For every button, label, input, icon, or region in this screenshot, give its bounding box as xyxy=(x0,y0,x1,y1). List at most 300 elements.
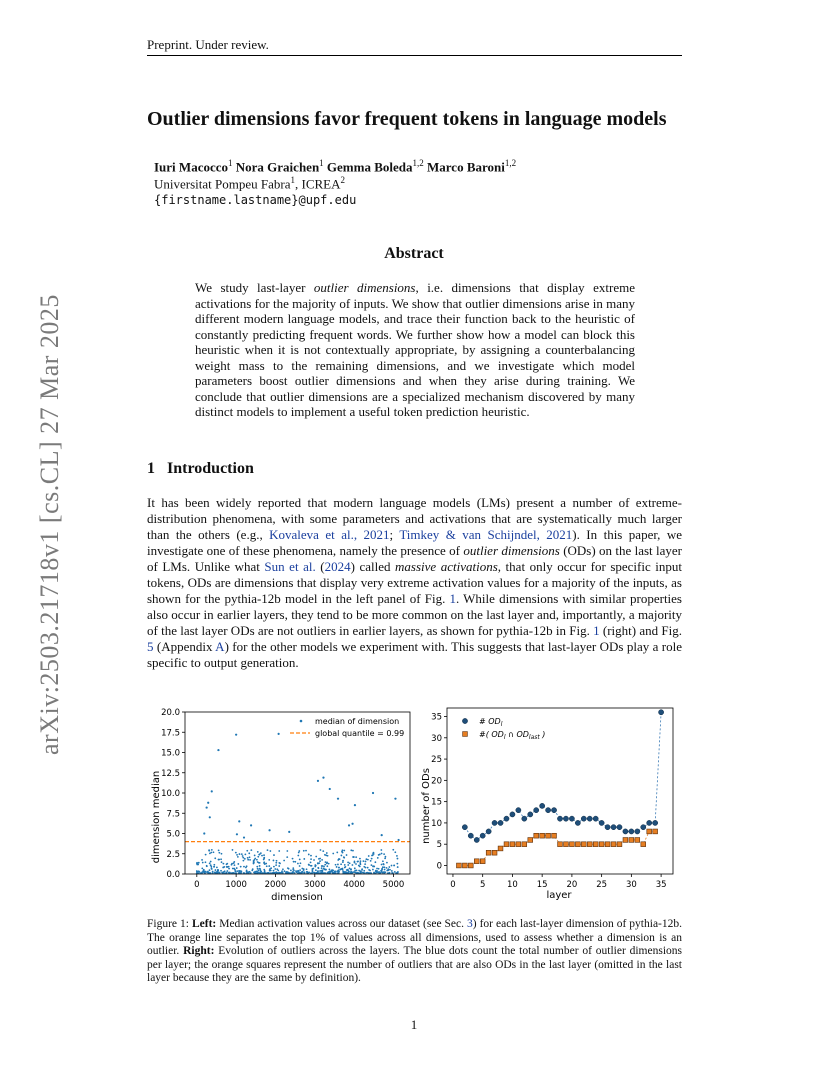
data-point xyxy=(381,864,383,866)
data-point xyxy=(268,829,270,831)
od-marker xyxy=(534,808,539,813)
data-point xyxy=(273,870,275,872)
data-point xyxy=(198,862,200,864)
data-point xyxy=(206,865,208,867)
data-point xyxy=(303,858,305,860)
data-point xyxy=(322,777,324,779)
data-point xyxy=(363,870,365,872)
text-run: Median activation values across our dataset (see Sec. xyxy=(216,918,468,930)
author-affil-mark: 1 xyxy=(228,158,233,168)
x-tick-label: 3000 xyxy=(303,880,326,890)
data-point xyxy=(336,852,338,854)
header-rule xyxy=(147,55,682,56)
data-point xyxy=(319,858,321,860)
data-point xyxy=(235,852,237,854)
data-point xyxy=(250,824,252,826)
od-last-marker xyxy=(641,842,646,847)
od-last-marker xyxy=(587,842,592,847)
data-point xyxy=(317,867,319,869)
data-point xyxy=(299,865,301,867)
data-point xyxy=(397,858,399,860)
data-point xyxy=(339,869,341,871)
od-marker xyxy=(587,816,592,821)
data-point xyxy=(323,868,325,870)
section-heading xyxy=(147,460,254,478)
data-point xyxy=(212,871,214,873)
affil-mark: 1 xyxy=(290,175,295,185)
od-marker xyxy=(641,825,646,830)
data-point xyxy=(258,854,260,856)
od-last-marker xyxy=(498,846,503,851)
data-point xyxy=(383,853,385,855)
data-point xyxy=(386,870,388,872)
data-point xyxy=(245,867,247,869)
data-point xyxy=(217,749,219,751)
data-point xyxy=(243,866,245,868)
data-point xyxy=(267,849,269,851)
data-point xyxy=(268,859,270,861)
data-point xyxy=(352,864,354,866)
data-point xyxy=(222,867,224,869)
data-point xyxy=(221,861,223,863)
od-last-marker xyxy=(480,859,485,864)
y-tick-label: 10.0 xyxy=(161,789,180,799)
x-tick-label: 2000 xyxy=(264,880,287,890)
data-point xyxy=(313,872,315,874)
citation-link[interactable]: Timkey & van Schijndel, 2021 xyxy=(399,527,573,542)
data-point xyxy=(388,866,390,868)
data-point xyxy=(352,850,354,852)
data-point xyxy=(236,833,238,835)
author-name: Gemma Boleda xyxy=(326,159,413,175)
text-run: ) for each last-layer dimension of pythia-12b. The orange line separates the top 1% of values across all dimensions, used to assess whether a dimension is an outlier. xyxy=(147,918,682,958)
data-point xyxy=(228,872,230,874)
affil-mark: 2 xyxy=(340,175,345,185)
intro-paragraph xyxy=(147,495,682,671)
data-point xyxy=(322,865,324,867)
x-tick-label: 4000 xyxy=(343,880,365,890)
data-point xyxy=(315,856,317,858)
data-point xyxy=(259,865,261,867)
od-marker xyxy=(599,820,604,825)
data-point xyxy=(311,865,313,867)
author-affil-mark: 1,2 xyxy=(504,158,517,168)
data-point xyxy=(263,859,265,861)
data-point xyxy=(220,870,222,872)
od-last-marker xyxy=(540,833,545,838)
data-point xyxy=(310,858,312,860)
data-point xyxy=(349,868,351,870)
data-point xyxy=(244,853,246,855)
data-point xyxy=(320,849,322,851)
data-point xyxy=(365,867,367,869)
paper-title: Outlier dimensions favor frequent tokens in language models xyxy=(147,108,667,130)
data-point xyxy=(344,864,346,866)
data-point xyxy=(358,865,360,867)
data-point xyxy=(386,867,388,869)
data-point xyxy=(396,863,398,865)
data-point xyxy=(342,870,344,872)
data-point xyxy=(263,854,265,856)
data-point xyxy=(303,850,305,852)
legend-label: # $OD_l$ xyxy=(479,717,503,728)
od-marker xyxy=(623,829,628,834)
arxiv-stamp: arXiv:2503.21718v1 [cs.CL] 27 Mar 2025 xyxy=(35,294,64,755)
data-point xyxy=(391,870,393,872)
author-affil-mark: 1,2 xyxy=(412,158,424,168)
data-point xyxy=(377,857,379,859)
od-marker xyxy=(611,825,616,830)
od-marker xyxy=(575,820,580,825)
data-point xyxy=(208,849,210,851)
figure-1-right-chart xyxy=(415,700,685,906)
data-point xyxy=(235,734,237,736)
data-point xyxy=(325,861,327,863)
running-header: Preprint. Under review. xyxy=(147,37,269,52)
x-tick-label: 1000 xyxy=(225,880,247,890)
y-tick-label: 0 xyxy=(436,861,442,872)
data-point xyxy=(306,868,308,870)
data-point xyxy=(203,869,205,871)
data-point xyxy=(308,864,310,866)
data-point xyxy=(348,824,350,826)
legend-label: median of dimension xyxy=(315,717,400,726)
data-point xyxy=(350,871,352,873)
data-point xyxy=(268,865,270,867)
data-point xyxy=(233,862,235,864)
data-point xyxy=(276,860,278,862)
data-point xyxy=(247,859,249,861)
data-point xyxy=(385,856,387,858)
text-run: ; xyxy=(389,527,400,542)
data-point xyxy=(332,853,334,855)
data-point xyxy=(317,862,319,864)
data-point xyxy=(244,858,246,860)
data-point xyxy=(378,868,380,870)
x-tick-label: 0 xyxy=(450,880,456,890)
x-tick-label: 10 xyxy=(507,880,518,890)
x-tick-label: 15 xyxy=(536,880,548,890)
data-point xyxy=(299,859,301,861)
data-point xyxy=(383,866,385,868)
x-axis-label: dimension xyxy=(271,892,323,903)
data-point xyxy=(372,853,374,855)
data-point xyxy=(365,861,367,863)
data-point xyxy=(375,870,377,872)
od-last-marker xyxy=(593,842,598,847)
od-marker xyxy=(659,710,664,715)
data-point xyxy=(265,863,267,865)
data-point xyxy=(196,870,198,872)
data-point xyxy=(295,870,297,872)
legend-marker xyxy=(463,732,468,737)
od-last-marker xyxy=(581,842,586,847)
affiliation xyxy=(154,175,345,192)
data-point xyxy=(372,854,374,856)
figure-ref-link[interactable]: 1 xyxy=(449,591,456,606)
od-last-marker xyxy=(486,850,491,855)
data-point xyxy=(234,869,236,871)
data-point xyxy=(317,870,319,872)
od-marker xyxy=(569,816,574,821)
text-run: , i.e. dimensions that display extreme activations for the majority of inputs. We show that outlier dimensions arise in many different modern language models, and trace their function back to the heuristic of constantly predicting frequent words. We further show how a model can block this heuristic when it is not contextually appropriate, by assigning a counterbalancing weight mass to the remaining dimensions, and we investigate which model parameters boost outlier dimensions and when they arise during training. We conclude that outlier dimensions are a specialized mechanism discovered by many distinct models to implement a useful token prediction heuristic. xyxy=(195,280,635,419)
data-point xyxy=(301,868,303,870)
data-point xyxy=(282,868,284,870)
data-point xyxy=(240,866,242,868)
data-point xyxy=(232,849,234,851)
figure-1-left-chart xyxy=(145,700,415,906)
data-point xyxy=(214,872,216,874)
data-point xyxy=(201,859,203,861)
data-point xyxy=(284,870,286,872)
data-point xyxy=(342,868,344,870)
data-point xyxy=(369,870,371,872)
data-point xyxy=(297,855,299,857)
appendix-ref-link[interactable]: A xyxy=(215,639,225,654)
data-point xyxy=(299,869,301,871)
data-point xyxy=(391,872,393,874)
data-point xyxy=(283,860,285,862)
section-ref-link[interactable]: 3 xyxy=(467,918,473,930)
data-point xyxy=(278,733,280,735)
od-marker xyxy=(540,803,545,808)
y-tick-label: 7.5 xyxy=(166,809,180,820)
y-tick-label: 15 xyxy=(431,797,442,808)
data-point xyxy=(345,871,347,873)
affiliation-name: , ICREA xyxy=(294,176,341,192)
data-point xyxy=(396,855,398,857)
data-point xyxy=(359,858,361,860)
data-point xyxy=(374,861,376,863)
data-point xyxy=(221,853,223,855)
od-last-marker xyxy=(546,833,551,838)
od-last-marker xyxy=(456,863,461,868)
data-point xyxy=(327,855,329,857)
data-point xyxy=(275,864,277,866)
data-point xyxy=(331,870,333,872)
text-run: outlier dimensions xyxy=(313,280,416,295)
data-point xyxy=(319,870,321,872)
data-point xyxy=(367,872,369,874)
y-tick-label: 35 xyxy=(431,712,442,723)
author-name: Marco Baroni xyxy=(427,159,505,175)
data-point xyxy=(257,851,259,853)
data-point xyxy=(278,862,280,864)
od-marker xyxy=(528,812,533,817)
figure-ref-link[interactable]: 5 xyxy=(147,639,154,654)
od-last-marker xyxy=(653,829,658,834)
od-marker xyxy=(480,833,485,838)
data-point xyxy=(237,856,239,858)
data-point xyxy=(326,862,328,864)
data-point xyxy=(246,871,248,873)
data-point xyxy=(371,858,373,860)
legend-marker xyxy=(300,720,303,723)
citation-link[interactable]: 2024 xyxy=(324,559,351,574)
text-run: ) called xyxy=(350,559,396,574)
data-point xyxy=(397,871,399,873)
data-point xyxy=(292,858,294,860)
data-point xyxy=(326,852,328,854)
data-point xyxy=(392,849,394,851)
text-run: ). In this paper, we investigate one of these phenomena, namely the presence of xyxy=(147,527,682,558)
od-last-marker xyxy=(605,842,610,847)
data-point xyxy=(264,870,266,872)
data-point xyxy=(360,863,362,865)
data-point xyxy=(275,862,277,864)
data-point xyxy=(286,856,288,858)
y-tick-label: 20 xyxy=(431,776,442,787)
y-tick-label: 20.0 xyxy=(161,708,180,718)
text-run: . While dimensions with similar properties also occur in earlier layers, they tend to be more common on the last layer and, importantly, a majority of the last layer ODs are not outliers in earlier layers, as shown for pythia-12b in Fig. xyxy=(147,591,682,638)
data-point xyxy=(363,860,365,862)
od-last-marker xyxy=(564,842,569,847)
x-axis-label: layer xyxy=(546,890,572,901)
data-point xyxy=(290,870,292,872)
section-title: Introduction xyxy=(167,460,254,477)
od-last-marker xyxy=(611,842,616,847)
x-tick-label: 25 xyxy=(596,880,608,890)
data-point xyxy=(382,866,384,868)
od-marker xyxy=(647,820,652,825)
data-point xyxy=(394,798,396,800)
caption-label: Figure 1: xyxy=(147,918,192,930)
data-point xyxy=(380,849,382,851)
author-name: Nora Graichen xyxy=(235,159,320,175)
data-point xyxy=(243,836,245,838)
data-point xyxy=(329,869,331,871)
od-marker xyxy=(462,825,467,830)
data-point xyxy=(210,864,212,866)
data-point xyxy=(337,798,339,800)
data-point xyxy=(357,860,359,862)
data-point xyxy=(258,869,260,871)
data-point xyxy=(203,832,205,834)
data-point xyxy=(338,867,340,869)
y-tick-label: 12.5 xyxy=(161,768,180,779)
series-line-od-last xyxy=(459,831,655,865)
od-marker xyxy=(522,816,527,821)
author-list xyxy=(154,158,516,175)
figure-ref-link[interactable]: 1 xyxy=(593,623,600,638)
data-point xyxy=(397,866,399,868)
data-point xyxy=(278,850,280,852)
data-point xyxy=(340,863,342,865)
data-point xyxy=(216,866,218,868)
data-point xyxy=(381,871,383,873)
text-run: It has been widely reported that modern language models (LMs) present a number of extreme-distribution phenomena, with some parameters and activations that are systematically much larger than the others (e.g., xyxy=(147,495,682,542)
data-point xyxy=(236,854,238,856)
data-point xyxy=(337,864,339,866)
od-last-marker xyxy=(575,842,580,847)
y-axis-label: number of ODs xyxy=(421,768,432,844)
data-point xyxy=(370,860,372,862)
y-tick-label: 0.0 xyxy=(166,870,180,880)
data-point xyxy=(249,856,251,858)
y-tick-label: 25 xyxy=(431,755,442,766)
data-point xyxy=(342,860,344,862)
data-point xyxy=(209,816,211,818)
data-point xyxy=(312,868,314,870)
data-point xyxy=(324,854,326,856)
data-point xyxy=(274,868,276,870)
text-run: (Appendix xyxy=(153,639,216,654)
od-last-marker xyxy=(522,842,527,847)
data-point xyxy=(273,866,275,868)
text-run: ) for the other models we experiment with. This suggests that last-layer ODs play a role specific to output generation. xyxy=(147,639,682,670)
data-point xyxy=(217,869,219,871)
citation-link[interactable]: Sun et al. xyxy=(264,559,316,574)
od-marker xyxy=(605,825,610,830)
data-point xyxy=(360,871,362,873)
data-point xyxy=(297,863,299,865)
data-point xyxy=(373,866,375,868)
data-point xyxy=(246,850,248,852)
data-point xyxy=(378,854,380,856)
od-marker xyxy=(551,808,556,813)
data-point xyxy=(251,870,253,872)
data-point xyxy=(288,831,290,833)
data-point xyxy=(210,861,212,863)
od-marker xyxy=(593,816,598,821)
data-point xyxy=(321,859,323,861)
od-marker xyxy=(510,812,515,817)
figure-caption xyxy=(147,918,682,986)
data-point xyxy=(206,806,208,808)
text-run: We study last-layer xyxy=(195,280,314,295)
od-last-marker xyxy=(510,842,515,847)
data-point xyxy=(317,780,319,782)
od-marker xyxy=(653,820,658,825)
x-tick-label: 5 xyxy=(479,880,486,890)
data-point xyxy=(315,869,317,871)
data-point xyxy=(273,860,275,862)
data-point xyxy=(368,855,370,857)
data-point xyxy=(382,863,384,865)
data-point xyxy=(353,856,355,858)
data-point xyxy=(391,865,393,867)
data-point xyxy=(353,871,355,873)
data-point xyxy=(321,867,323,869)
data-point xyxy=(293,861,295,863)
data-point xyxy=(209,852,211,854)
data-point xyxy=(250,849,252,851)
data-point xyxy=(348,871,350,873)
data-point xyxy=(249,859,251,861)
data-point xyxy=(384,857,386,859)
data-point xyxy=(234,864,236,866)
data-point xyxy=(308,854,310,856)
od-marker xyxy=(546,808,551,813)
data-point xyxy=(269,868,271,870)
x-tick-label: 30 xyxy=(625,880,637,890)
data-point xyxy=(205,861,207,863)
data-point xyxy=(203,871,205,873)
data-point xyxy=(387,868,389,870)
data-point xyxy=(355,863,357,865)
data-point xyxy=(248,852,250,854)
author-affil-mark: 1 xyxy=(319,158,324,168)
od-last-marker xyxy=(516,842,521,847)
data-point xyxy=(346,854,348,856)
page-number: 1 xyxy=(410,1017,418,1032)
citation-link[interactable]: Kovaleva et al., 2021 xyxy=(269,527,390,542)
data-point xyxy=(202,862,204,864)
data-point xyxy=(214,857,216,859)
data-point xyxy=(197,863,199,865)
od-last-marker xyxy=(558,842,563,847)
data-point xyxy=(205,854,207,856)
